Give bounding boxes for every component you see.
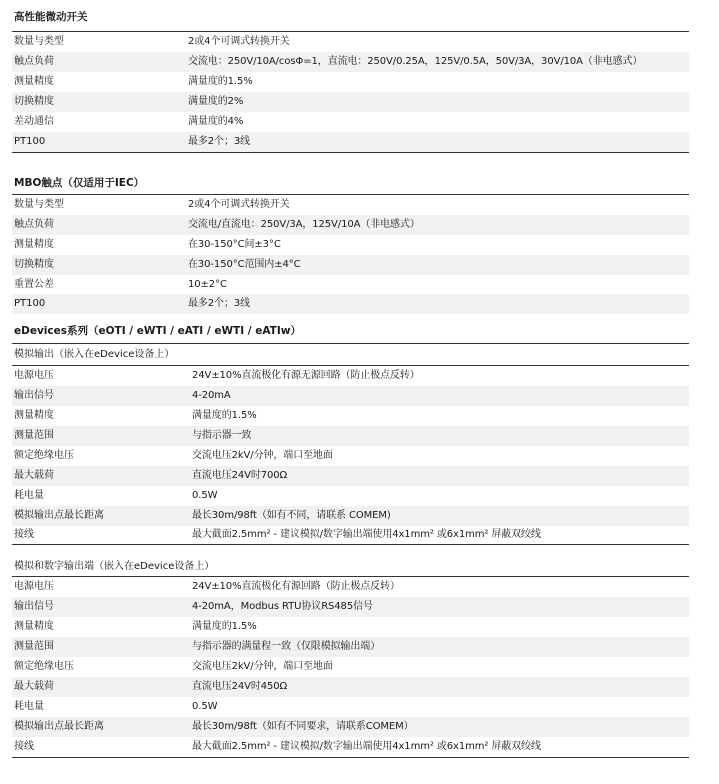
- table-row: [12, 112, 689, 132]
- section-title: MBO触点（仅适用于IEC）: [14, 177, 145, 189]
- row-label: PT100: [14, 298, 46, 309]
- row-label: 触点负荷: [14, 56, 54, 67]
- row-value: 交流电/直流电：250V/3A，125V/10A（非电感式）: [188, 219, 420, 230]
- table-row: [12, 677, 689, 697]
- table-row: [12, 366, 689, 386]
- row-label: 切换精度: [14, 96, 54, 107]
- table-row: [12, 215, 689, 235]
- row-label: 输出信号: [14, 601, 54, 612]
- section-title: eDevices系列（eOTI / eWTI / eATI / eWTI / eATIw）: [14, 325, 301, 337]
- row-label: 耗电量: [14, 490, 44, 501]
- table-row: [12, 637, 689, 657]
- table-row: [12, 426, 689, 446]
- row-value: 24V±10%直流极化有源回路（防止极点反转）: [192, 581, 400, 592]
- row-value: 直流电压24V时700Ω: [192, 470, 288, 481]
- row-value: 在30-150°C间±3°C: [188, 239, 281, 250]
- table-row: [12, 446, 689, 466]
- subsection-title: 模拟输出（嵌入在eDevice设备上）: [14, 349, 175, 360]
- row-value: 2或4个可调式转换开关: [188, 36, 290, 47]
- row-label: 模拟输出点最长距离: [14, 721, 104, 732]
- row-value: 直流电压24V时450Ω: [192, 681, 288, 692]
- section-divider: [12, 343, 689, 344]
- row-label: 接线: [14, 529, 34, 540]
- row-value: 24V±10%直流极化有源无源回路（防止极点反转）: [192, 370, 420, 381]
- row-label: 电源电压: [14, 370, 54, 381]
- table-row: [12, 92, 689, 112]
- table-row: [12, 597, 689, 617]
- row-value: 交流电压2kV/分钟，端口至地面: [192, 661, 333, 672]
- table-row: [12, 697, 689, 717]
- row-label: 测量精度: [14, 76, 54, 87]
- table-row: [12, 617, 689, 637]
- table-row: [12, 406, 689, 426]
- row-label: 测量精度: [14, 239, 54, 250]
- row-label: 差动通信: [14, 116, 54, 127]
- row-label: 最大载荷: [14, 681, 54, 692]
- table-row: [12, 386, 689, 406]
- table-row: [12, 255, 689, 275]
- table-row: [12, 132, 689, 152]
- row-value: 最多2个；3线: [188, 298, 251, 309]
- table-row: [12, 577, 689, 597]
- subsection-title: 模拟和数字输出端（嵌入在eDevice设备上）: [14, 561, 215, 572]
- row-value: 满量度的1.5%: [192, 621, 257, 632]
- table-row: [12, 525, 689, 545]
- row-value: 最大截面2.5mm² - 建议模拟/数字输出端使用4x1mm² 或6x1mm² 屏蔽双绞线: [192, 741, 541, 752]
- section-bottom-line: [12, 544, 689, 545]
- row-label: 模拟输出点最长距离: [14, 510, 104, 521]
- row-value: 满量度的1.5%: [192, 410, 257, 421]
- table-row: [12, 195, 689, 215]
- table-row: [12, 52, 689, 72]
- row-label: 输出信号: [14, 390, 54, 401]
- row-label: 额定绝缘电压: [14, 661, 74, 672]
- row-value: 0.5W: [192, 490, 218, 501]
- table-row: [12, 72, 689, 92]
- row-label: 最大载荷: [14, 470, 54, 481]
- row-label: 额定绝缘电压: [14, 450, 74, 461]
- table-row: [12, 235, 689, 255]
- row-value: 4-20mA，Modbus RTU协议RS485信号: [192, 601, 373, 612]
- row-value: 最长30m/98ft（如有不同要求，请联系COMEM）: [192, 721, 414, 732]
- row-label: 电源电压: [14, 581, 54, 592]
- table-row: [12, 466, 689, 486]
- row-value: 最大截面2.5mm² - 建议模拟/数字输出端使用4x1mm² 或6x1mm² 屏蔽双绞线: [192, 529, 541, 540]
- table-row: [12, 32, 689, 52]
- table-row: [12, 506, 689, 526]
- row-label: 数量与类型: [14, 36, 64, 47]
- row-value: 在30-150°C范围内±4°C: [188, 259, 301, 270]
- section-bottom-line: [12, 152, 689, 153]
- section-title: 高性能微动开关: [14, 11, 88, 23]
- row-value: 与指示器的满量程一致（仅限模拟输出端）: [192, 641, 381, 652]
- row-label: PT100: [14, 136, 46, 147]
- row-label: 重置公差: [14, 279, 54, 290]
- row-label: 测量精度: [14, 410, 54, 421]
- row-label: 测量范围: [14, 641, 54, 652]
- row-value: 2或4个可调式转换开关: [188, 199, 290, 210]
- row-value: 0.5W: [192, 701, 218, 712]
- row-value: 10±2°C: [188, 279, 227, 290]
- row-value: 满量度的1.5%: [188, 76, 253, 87]
- row-value: 满量度的4%: [188, 116, 244, 127]
- row-label: 接线: [14, 741, 34, 752]
- row-value: 最多2个；3线: [188, 136, 251, 147]
- row-value: 最长30m/98ft（如有不同，请联系 COMEM): [192, 510, 391, 521]
- row-label: 数量与类型: [14, 199, 64, 210]
- row-label: 耗电量: [14, 701, 44, 712]
- table-row: [12, 294, 689, 314]
- row-value: 交流电：250V/10A/cosΦ=1，直流电：250V/0.25A，125V/0.5A，50V/3A，30V/10A（非电感式）: [188, 56, 643, 67]
- row-label: 测量精度: [14, 621, 54, 632]
- table-row: [12, 275, 689, 295]
- row-value: 4-20mA: [192, 390, 231, 401]
- table-row: [12, 737, 689, 757]
- table-row: [12, 657, 689, 677]
- section-bottom-line: [12, 757, 689, 758]
- row-label: 触点负荷: [14, 219, 54, 230]
- table-row: [12, 717, 689, 737]
- row-value: 交流电压2kV/分钟，端口至地面: [192, 450, 333, 461]
- row-value: 与指示器一致: [192, 430, 252, 441]
- row-value: 满量度的2%: [188, 96, 244, 107]
- row-label: 切换精度: [14, 259, 54, 270]
- table-row: [12, 486, 689, 506]
- row-label: 测量范围: [14, 430, 54, 441]
